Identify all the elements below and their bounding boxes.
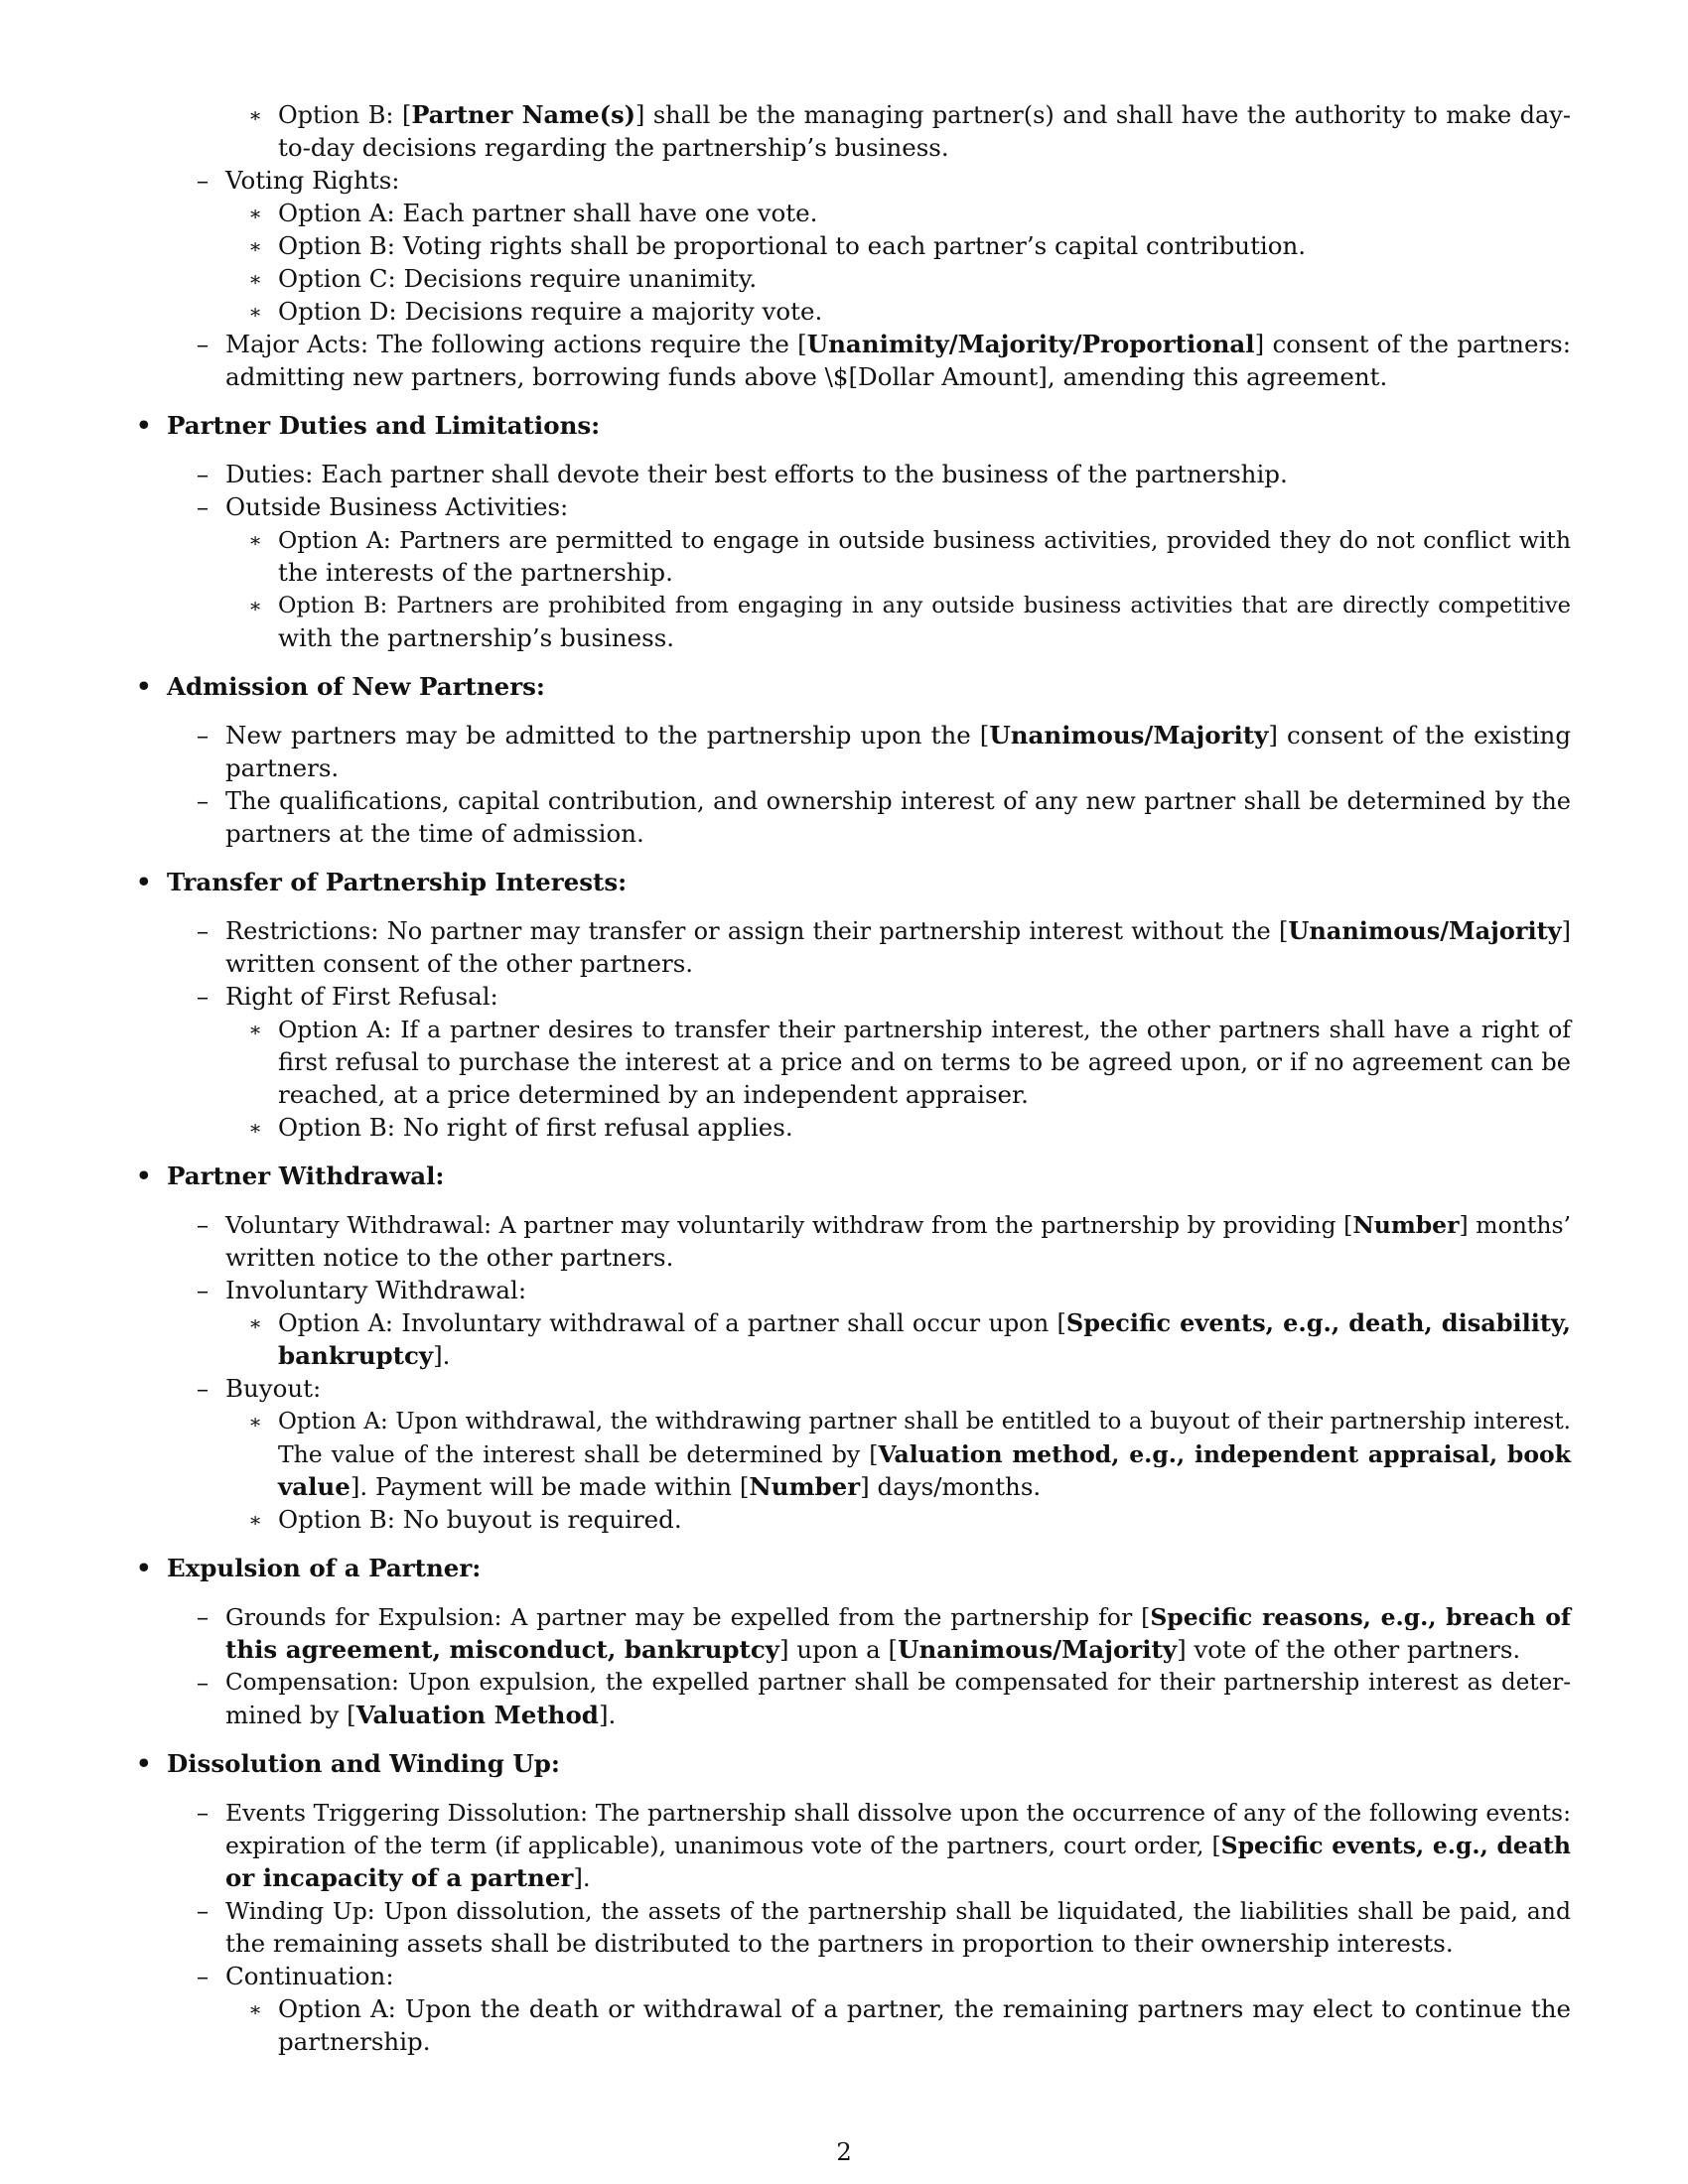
text-line: value]. Payment will be made within [Number] days/months. bbox=[278, 1472, 1042, 1501]
dash-bullet: – bbox=[196, 1962, 210, 1990]
star-bullet: ∗ bbox=[248, 202, 262, 225]
text-line: Option B: Voting rights shall be proportional to each partner’s capital contribution. bbox=[278, 231, 1307, 260]
text-line: Grounds for Expulsion: A partner may be expelled from the partnership for [Specific reasons, e.g., breach of bbox=[225, 1603, 1571, 1631]
dash-bullet: – bbox=[196, 1374, 210, 1403]
dash-bullet: – bbox=[196, 721, 210, 750]
dash-bullet: – bbox=[196, 166, 210, 195]
star-bullet: ∗ bbox=[248, 1997, 262, 2021]
text-line: New partners may be admitted to the partnership upon the [Unanimous/Majority] consent of the existing bbox=[225, 721, 1572, 750]
text-line: written notice to the other partners. bbox=[225, 1243, 674, 1272]
dash-bullet: – bbox=[196, 1602, 210, 1631]
section-heading: Admission of New Partners: bbox=[167, 672, 545, 701]
text-line: Option A: If a partner desires to transfer their partnership interest, the other partners shall have a right of bbox=[278, 1016, 1571, 1043]
section-bullet: • bbox=[136, 1554, 152, 1582]
text-line: Option B: Partners are prohibited from engaging in any outside business activities that are directly competitive bbox=[278, 593, 1571, 618]
text-line: The qualifications, capital contribution, and ownership interest of any new partner shall be determined by the bbox=[225, 787, 1571, 815]
text-line: Continuation: bbox=[225, 1962, 394, 1990]
text-line: Duties: Each partner shall devote their best efforts to the business of the partnership. bbox=[225, 460, 1288, 488]
dash-bullet: – bbox=[196, 916, 210, 945]
dash-bullet: – bbox=[196, 1210, 210, 1239]
star-bullet: ∗ bbox=[248, 1116, 262, 1140]
section-bullet: • bbox=[136, 1749, 152, 1778]
dash-bullet: – bbox=[196, 982, 210, 1011]
dash-bullet: – bbox=[196, 330, 210, 358]
text-line: Winding Up: Upon dissolution, the assets of the partnership shall be liquidated, the liabilities shall be paid, and bbox=[225, 1897, 1571, 1925]
dash-bullet: – bbox=[196, 786, 210, 815]
text-line: Option A: Upon the death or withdrawal of a partner, the remaining partners may elect to continue the bbox=[278, 1994, 1571, 2023]
text-line: The value of the interest shall be determined by [Valuation method, e.g., independent appraisal, book bbox=[278, 1440, 1571, 1468]
text-line: Major Acts: The following actions require the [Unanimity/Majority/Proportional] consent of the partners: bbox=[225, 330, 1571, 358]
text-line: Option B: No buyout is required. bbox=[278, 1505, 682, 1534]
text-line: the interests of the partnership. bbox=[278, 558, 673, 587]
text-line: mined by [Valuation Method]. bbox=[225, 1701, 617, 1729]
star-bullet: ∗ bbox=[248, 528, 262, 552]
text-line: Right of First Refusal: bbox=[225, 982, 498, 1011]
dash-bullet: – bbox=[196, 1896, 210, 1925]
text-line: Events Triggering Dissolution: The partnership shall dissolve upon the occurrence of any of the following events: bbox=[225, 1799, 1571, 1827]
text-line: Option C: Decisions require unanimity. bbox=[278, 264, 758, 293]
star-bullet: ∗ bbox=[248, 594, 262, 617]
dash-bullet: – bbox=[196, 1276, 210, 1304]
text-line: expiration of the term (if applicable), unanimous vote of the partners, court order, [Specific events, e.g., death bbox=[225, 1832, 1571, 1859]
text-line: first refusal to purchase the interest at a price and on terms to be agreed upon, or if no agreement can be bbox=[278, 1048, 1571, 1076]
text-line: Buyout: bbox=[225, 1374, 322, 1403]
section-bullet: • bbox=[136, 868, 152, 896]
text-line: Voluntary Withdrawal: A partner may voluntarily withdraw from the partnership by providing [Number] months’ bbox=[225, 1211, 1571, 1239]
star-bullet: ∗ bbox=[248, 234, 262, 258]
text-line: Option B: [Partner Name(s)] shall be the managing partner(s) and shall have the authority to make day- bbox=[278, 100, 1572, 129]
star-bullet: ∗ bbox=[248, 103, 262, 127]
text-line: Option B: No right of first refusal applies. bbox=[278, 1113, 793, 1142]
text-line: Option A: Upon withdrawal, the withdrawing partner shall be entitled to a buyout of their partnership interest. bbox=[278, 1409, 1571, 1434]
dash-bullet: – bbox=[196, 1668, 210, 1697]
text-line: Option A: Partners are permitted to engage in outside business activities, provided they do not conflict with bbox=[278, 526, 1571, 554]
text-line: Outside Business Activities: bbox=[225, 492, 569, 521]
text-line: Option A: Involuntary withdrawal of a partner shall occur upon [Specific events, e.g., death, disability, bbox=[278, 1308, 1571, 1337]
star-bullet: ∗ bbox=[248, 1508, 262, 1532]
text-line: with the partnership’s business. bbox=[278, 623, 675, 652]
star-bullet: ∗ bbox=[248, 1410, 262, 1433]
text-line: the remaining assets shall be distributed to the partners in proportion to their ownership interests. bbox=[225, 1929, 1454, 1958]
text-line: admitting new partners, borrowing funds above \$[Dollar Amount], amending this agreement. bbox=[225, 362, 1388, 391]
section-heading: Dissolution and Winding Up: bbox=[167, 1749, 560, 1778]
dash-bullet: – bbox=[196, 460, 210, 488]
section-heading: Partner Duties and Limitations: bbox=[167, 411, 601, 440]
section-bullet: • bbox=[136, 411, 152, 440]
text-line: Involuntary Withdrawal: bbox=[225, 1276, 527, 1304]
text-line: partners. bbox=[225, 753, 340, 782]
text-line: Voting Rights: bbox=[225, 166, 400, 195]
text-line: partners at the time of admission. bbox=[225, 819, 644, 848]
text-line: bankruptcy]. bbox=[278, 1341, 451, 1370]
text-line: Compensation: Upon expulsion, the expelled partner shall be compensated for their partnership interest as deter- bbox=[225, 1670, 1571, 1696]
text-line: partnership. bbox=[278, 2027, 431, 2056]
text-line: Restrictions: No partner may transfer or assign their partnership interest without the [Unanimous/Majority] bbox=[225, 916, 1571, 945]
star-bullet: ∗ bbox=[248, 1311, 262, 1335]
star-bullet: ∗ bbox=[248, 267, 262, 291]
dash-bullet: – bbox=[196, 1798, 210, 1827]
text-line: Option D: Decisions require a majority vote. bbox=[278, 297, 823, 326]
text-line: written consent of the other partners. bbox=[225, 949, 694, 978]
text-line: or incapacity of a partner]. bbox=[225, 1863, 591, 1892]
star-bullet: ∗ bbox=[248, 300, 262, 324]
section-heading: Transfer of Partnership Interests: bbox=[167, 868, 628, 896]
section-bullet: • bbox=[136, 672, 152, 701]
text-line: to-day decisions regarding the partnership’s business. bbox=[278, 133, 949, 162]
section-heading: Expulsion of a Partner: bbox=[167, 1554, 482, 1582]
star-bullet: ∗ bbox=[248, 1018, 262, 1041]
text-line: Option A: Each partner shall have one vote. bbox=[278, 199, 818, 227]
page-number: 2 bbox=[836, 2137, 852, 2166]
text-line: this agreement, misconduct, bankruptcy] upon a [Unanimous/Majority] vote of the other partners. bbox=[225, 1635, 1521, 1664]
dash-bullet: – bbox=[196, 492, 210, 521]
text-line: reached, at a price determined by an independent appraiser. bbox=[278, 1080, 1029, 1109]
section-heading: Partner Withdrawal: bbox=[167, 1161, 445, 1190]
section-bullet: • bbox=[136, 1161, 152, 1190]
